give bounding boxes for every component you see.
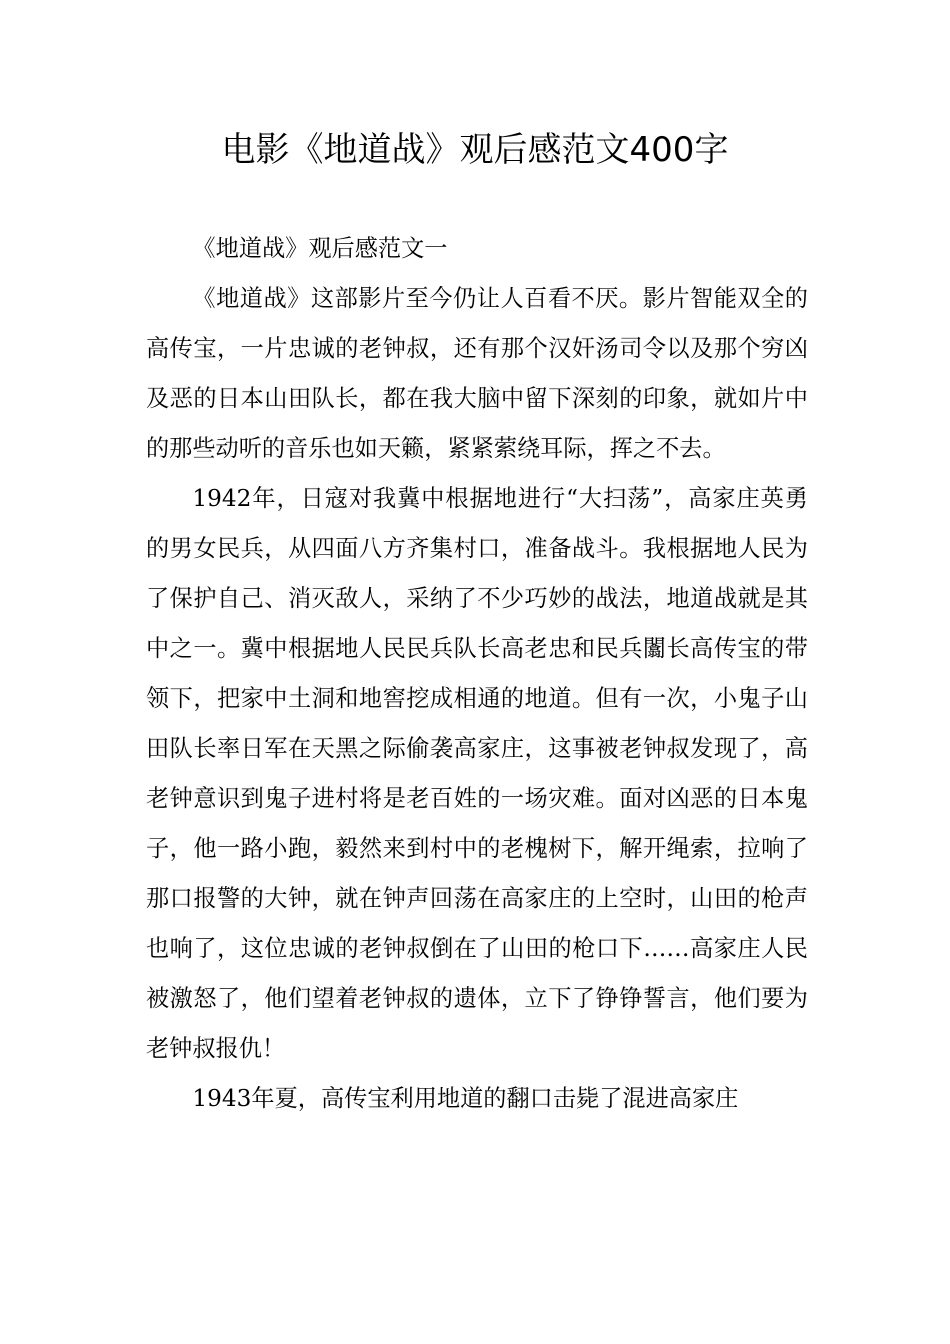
paragraph: 《地道战》这部影片至今仍让人百看不厌。影片智能双全的高传宝，一片忠诚的老钟叔，还有那个汉奸汤司令以及那个穷凶及恶的日本山田队长，都在我大脑中留下深刻的印象，就如片中的那些动听的音乐也如天籁，紧紧萦绕耳际，挥之不去。 [146, 285, 808, 462]
paragraph: 1942年，日寇对我冀中根据地进行“大扫荡”，高家庄英勇的男女民兵，从四面八方齐集村口，准备战斗。我根据地人民为了保护自己、消灭敌人，采纳了不少巧妙的战法，地道战就是其中之一。冀中根据地人民民兵队长高老忠和民兵闟长高传宝的带领下，把家中土洞和地窖挖成相通的地道。但有一次，小鬼子山田队长率日军在天黑之际偷袭高家庄，这事被老钟叔发现了，高老钟意识到鬼子进村将是老百姓的一场灾难。面对凶恶的日本鬼子，他一路小跑，毅然来到村中的老槐树下，解开绳索，拉响了那口报警的大钟，就在钟声回荡在高家庄的上空时，山田的枪声也响了，这位忠诚的老钟叔倒在了山田的枪口下……高家庄人民被激怒了，他们望着老钟叔的遗体，立下了铮铮誓言，他们要为老钟叔报仇！ [146, 485, 808, 1062]
paragraph: 1943年夏，高传宝利用地道的翻口击毙了混进高家庄 [192, 1085, 739, 1112]
document-title: 电影《地道战》观后感范文400字 [221, 130, 729, 170]
document-body [146, 224, 808, 1124]
section-heading: 《地道战》观后感范文一 [192, 235, 448, 262]
